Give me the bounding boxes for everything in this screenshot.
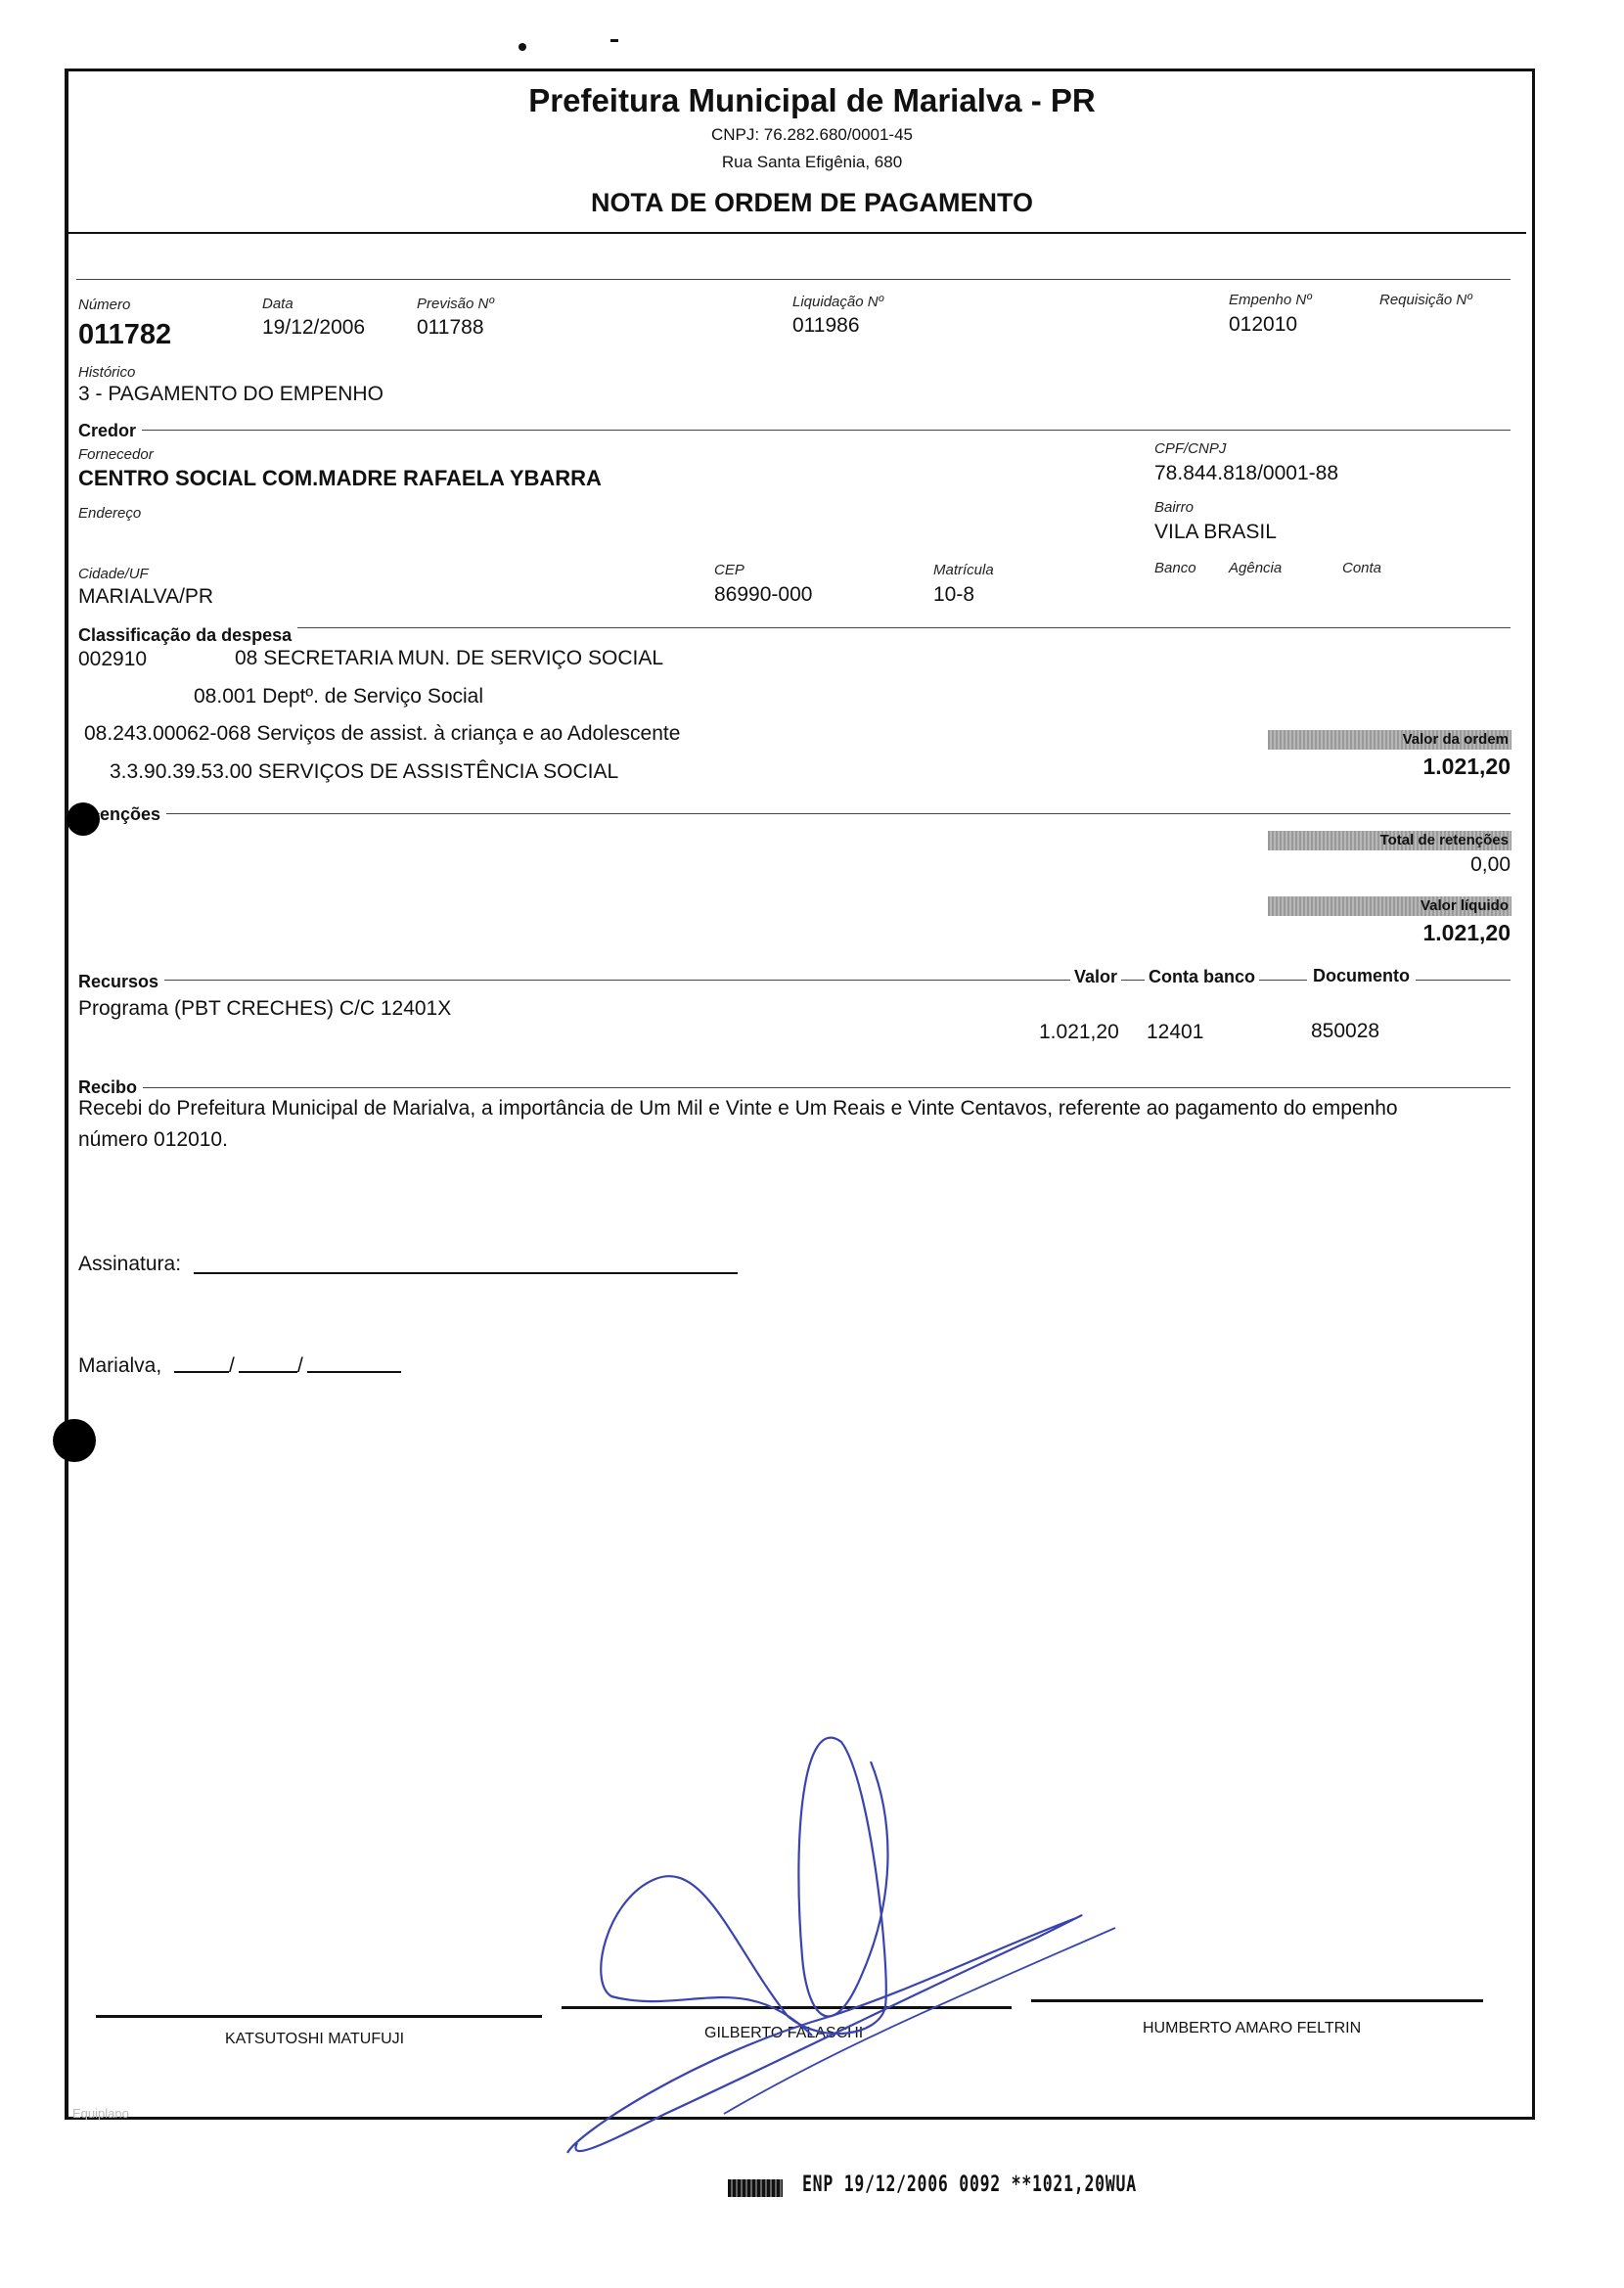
scan-mark	[519, 43, 526, 51]
classificacao-line3: 08.243.00062-068 Serviços de assist. à criança e ao Adolescente	[84, 722, 681, 745]
classificacao-code: 002910	[78, 648, 148, 670]
endereco-label: Endereço	[78, 505, 142, 522]
payment-stamp: ENP 19/12/2006 0092 **1021,20WUA	[802, 2173, 1137, 2197]
page-title: Prefeitura Municipal de Marialva - PR	[528, 82, 1096, 118]
liquidacao-label: Liquidação Nº	[792, 294, 884, 310]
historico-value: 3 - PAGAMENTO DO EMPENHO	[78, 383, 383, 405]
punch-hole	[67, 802, 100, 836]
classificacao-line4: 3.3.90.39.53.00 SERVIÇOS DE ASSISTÊNCIA SOCIAL	[110, 760, 619, 783]
signature-name-3: HUMBERTO AMARO FELTRIN	[1143, 2020, 1362, 2036]
recursos-valor-label: Valor	[1070, 967, 1121, 987]
historico-label: Histórico	[78, 364, 136, 381]
recursos-section-title: Recursos	[78, 972, 164, 992]
data-value: 19/12/2006	[262, 316, 366, 339]
header-divider	[67, 232, 1526, 234]
valor-liquido-value: 1.021,20	[1422, 920, 1511, 945]
signature-name-2: GILBERTO FALASCHI	[704, 2025, 864, 2041]
recursos-programa: Programa (PBT CRECHES) C/C 12401X	[78, 997, 452, 1020]
valor-ordem-bar	[1268, 730, 1511, 750]
credor-divider	[78, 430, 1511, 431]
date-year-line	[307, 1371, 401, 1373]
document-title: NOTA DE ORDEM DE PAGAMENTO	[590, 188, 1033, 217]
recursos-conta-label: Conta banco	[1145, 967, 1259, 987]
cep-value: 86990-000	[714, 583, 813, 606]
classificacao-section-title: Classificação da despesa	[78, 625, 297, 646]
requisicao-label: Requisição Nº	[1379, 292, 1472, 308]
banco-label: Banco	[1154, 560, 1196, 576]
date-separator: /	[297, 1354, 303, 1377]
recibo-section-title: Recibo	[78, 1077, 143, 1098]
recursos-divider	[78, 980, 1511, 981]
conta-label: Conta	[1342, 560, 1382, 576]
fornecedor-label: Fornecedor	[78, 446, 154, 463]
scan-mark	[610, 39, 618, 42]
classificacao-line2: 08.001 Deptº. de Serviço Social	[194, 685, 484, 708]
assinatura-line	[194, 1272, 738, 1274]
retencoes-divider	[78, 813, 1511, 814]
software-name: Equiplano	[72, 2106, 129, 2121]
valor-ordem-value: 1.021,20	[1422, 754, 1511, 779]
retencoes-section-title: enções	[100, 804, 166, 825]
stamp-logo	[728, 2179, 783, 2197]
assinatura-label: Assinatura:	[78, 1253, 182, 1275]
agencia-label: Agência	[1229, 560, 1283, 576]
liquidacao-value: 011986	[792, 314, 860, 337]
recursos-conta: 12401	[1147, 1021, 1204, 1043]
recursos-documento: 850028	[1311, 1020, 1380, 1042]
punch-hole	[53, 1419, 96, 1462]
handwritten-signature	[548, 1722, 1135, 2182]
cep-label: CEP	[714, 562, 744, 578]
signature-name-1: KATSUTOSHI MATUFUJI	[225, 2031, 405, 2047]
cidade-label: Cidade/UF	[78, 566, 149, 582]
bairro-value: VILA BRASIL	[1154, 521, 1277, 543]
info-divider	[76, 279, 1511, 280]
total-retencoes-bar	[1268, 831, 1511, 850]
total-retencoes-label: Total de retenções	[1379, 832, 1509, 848]
local-label: Marialva,	[78, 1354, 162, 1377]
address-text: Rua Santa Efigênia, 680	[721, 153, 903, 171]
total-retencoes-value: 0,00	[1470, 853, 1511, 876]
date-day-line	[174, 1371, 229, 1373]
valor-liquido-bar	[1268, 896, 1511, 916]
recursos-valor: 1.021,20	[1039, 1021, 1119, 1043]
matricula-label: Matrícula	[933, 562, 994, 578]
signature-line-1	[96, 2015, 542, 2018]
numero-label: Número	[78, 297, 131, 313]
empenho-label: Empenho Nº	[1229, 292, 1312, 308]
fornecedor-value: CENTRO SOCIAL COM.MADRE RAFAELA YBARRA	[78, 466, 602, 490]
matricula-value: 10-8	[933, 583, 975, 606]
valor-ordem-label: Valor da ordem	[1402, 731, 1509, 748]
bairro-label: Bairro	[1154, 499, 1195, 516]
recibo-text-line2: número 012010.	[78, 1128, 228, 1151]
previsao-value: 011788	[417, 316, 484, 339]
valor-liquido-label: Valor líquido	[1420, 897, 1509, 914]
classificacao-line1: 08 SECRETARIA MUN. DE SERVIÇO SOCIAL	[235, 647, 664, 669]
recibo-divider	[78, 1087, 1511, 1088]
empenho-value: 012010	[1229, 313, 1298, 336]
recursos-documento-label: Documento	[1307, 966, 1416, 986]
date-month-line	[239, 1371, 297, 1373]
cnpj-text: CNPJ: 76.282.680/0001-45	[710, 125, 914, 144]
numero-value: 011782	[78, 319, 172, 350]
date-separator: /	[229, 1354, 235, 1377]
data-label: Data	[262, 296, 293, 312]
cpf-value: 78.844.818/0001-88	[1154, 462, 1339, 484]
recibo-text-line1: Recebi do Prefeitura Municipal de Marialva, a importância de Um Mil e Vinte e Um Reais e Vinte Centavos, referente ao pagamento do empenho	[78, 1097, 1398, 1120]
cidade-value: MARIALVA/PR	[78, 585, 214, 608]
cpf-label: CPF/CNPJ	[1154, 440, 1227, 457]
previsao-label: Previsão Nº	[417, 296, 494, 312]
credor-section-title: Credor	[78, 421, 142, 441]
